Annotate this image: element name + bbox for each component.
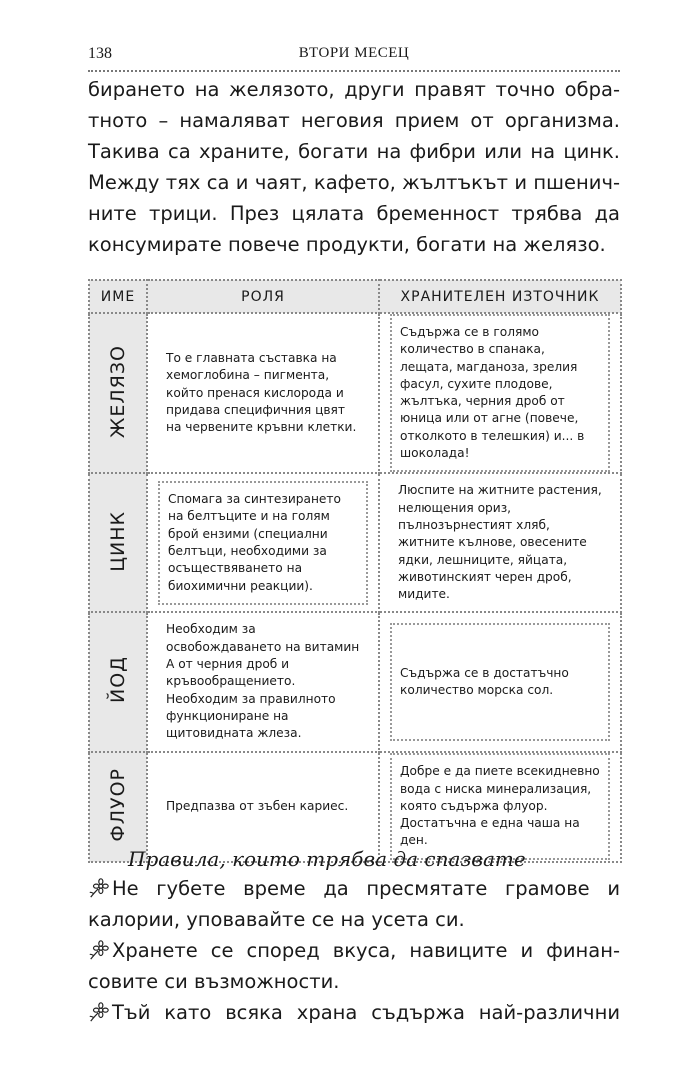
role-text: Необходим за освобождаването на витамин А от черния дроб и кръвообращението. Необходим за правилното функциониране на щитовидната жлеза. bbox=[166, 622, 360, 741]
source-cell bbox=[379, 612, 621, 751]
table-row bbox=[89, 612, 621, 751]
mineral-name: ЦИНК bbox=[107, 510, 129, 572]
rule-line: калории, уповавайте се на усета си. bbox=[88, 908, 465, 931]
source-cell bbox=[379, 473, 621, 612]
table-row bbox=[89, 473, 621, 612]
role-text: То е главната съставка на хемоглобина – пигмента, който пренася кислорода и придава специфичния цвят на червените кръвни клетки. bbox=[166, 350, 357, 435]
role-text: Предпазва от зъбен кариес. bbox=[166, 798, 349, 813]
rule-text: Хранете се според вкуса, навиците и финан- bbox=[112, 939, 620, 962]
page-number: 138 bbox=[88, 45, 112, 62]
role-text: Спомага за синтезирането на белтъците и на голям брой ензими (специални белтъци, необходими за осъществяването на биохимични реакции). bbox=[158, 481, 368, 605]
table-row bbox=[89, 752, 621, 862]
rule-text: Тъй като всяка храна съдържа най-различни bbox=[112, 1001, 620, 1024]
mineral-name: ЖЕЛЯЗО bbox=[107, 344, 129, 438]
rule-text: Не губете време да пресмятате грамове и bbox=[112, 877, 620, 900]
flower-bullet-icon bbox=[88, 1001, 110, 1023]
table-row bbox=[89, 313, 621, 473]
page-header bbox=[88, 40, 620, 72]
intro-line: ните трици. През цялата бременност трябва да bbox=[88, 202, 620, 225]
intro-line: Между тях са и чаят, кафето, жълтъкът и пшенич- bbox=[88, 171, 620, 194]
role-cell bbox=[147, 752, 379, 862]
intro-line: тното – намаляват неговия прием от организма. bbox=[88, 109, 620, 132]
source-cell bbox=[379, 313, 621, 473]
source-text: Добре е да пиете всекидневно вода с ниска минерализация, която съдържа флуор. Достатъчна е една чаша на ден. bbox=[390, 753, 610, 859]
table-header-row bbox=[89, 280, 621, 313]
source-text: Съдържа се в достатъчно количество морска сол. bbox=[390, 623, 610, 742]
intro-paragraph bbox=[88, 74, 620, 260]
rule-line bbox=[88, 997, 620, 1028]
flower-bullet-icon bbox=[88, 877, 110, 899]
mineral-name: ФЛУОР bbox=[107, 767, 129, 842]
mineral-name-cell bbox=[89, 473, 147, 612]
intro-line: бирането на желязото, други правят точно обра- bbox=[88, 78, 620, 101]
flower-bullet-icon bbox=[88, 939, 110, 961]
header-name: ИМЕ bbox=[89, 280, 147, 313]
rule-line bbox=[88, 935, 620, 966]
source-cell bbox=[379, 752, 621, 862]
running-head: ВТОРИ МЕСЕЦ bbox=[298, 45, 410, 61]
role-cell bbox=[147, 612, 379, 751]
rules-list bbox=[88, 873, 620, 1028]
source-text: Съдържа се в голямо количество в спанака, лещата, магданоза, зрелия фасул, сухите плодове, жълтъка, черния дроб от юница или от агне (повече, отколкото в телешкия) и... в шоколада! bbox=[390, 314, 610, 472]
mineral-name-cell bbox=[89, 752, 147, 862]
header-source: ХРАНИТЕЛЕН ИЗТОЧНИК bbox=[379, 280, 621, 313]
role-cell bbox=[147, 313, 379, 473]
rules-title: Правила, които трябва да спазвате bbox=[128, 847, 526, 871]
mineral-name-cell bbox=[89, 612, 147, 751]
mineral-name-cell bbox=[89, 313, 147, 473]
minerals-table bbox=[88, 279, 622, 863]
intro-line: консумирате повече продукти, богати на желязо. bbox=[88, 233, 606, 256]
mineral-name: ЙОД bbox=[107, 656, 129, 704]
intro-line: Такива са храните, богати на фибри или на цинк. bbox=[88, 140, 620, 163]
header-role: РОЛЯ bbox=[147, 280, 379, 313]
rule-line: совите си възможности. bbox=[88, 970, 340, 993]
rule-line bbox=[88, 873, 620, 904]
source-text: Люспите на житните растения, нелющения ориз, пълнозърнестият хляб, житните кълнове, овесените ядки, лешниците, яйцата, животинският черен дроб, мидите. bbox=[398, 483, 602, 602]
role-cell bbox=[147, 473, 379, 612]
